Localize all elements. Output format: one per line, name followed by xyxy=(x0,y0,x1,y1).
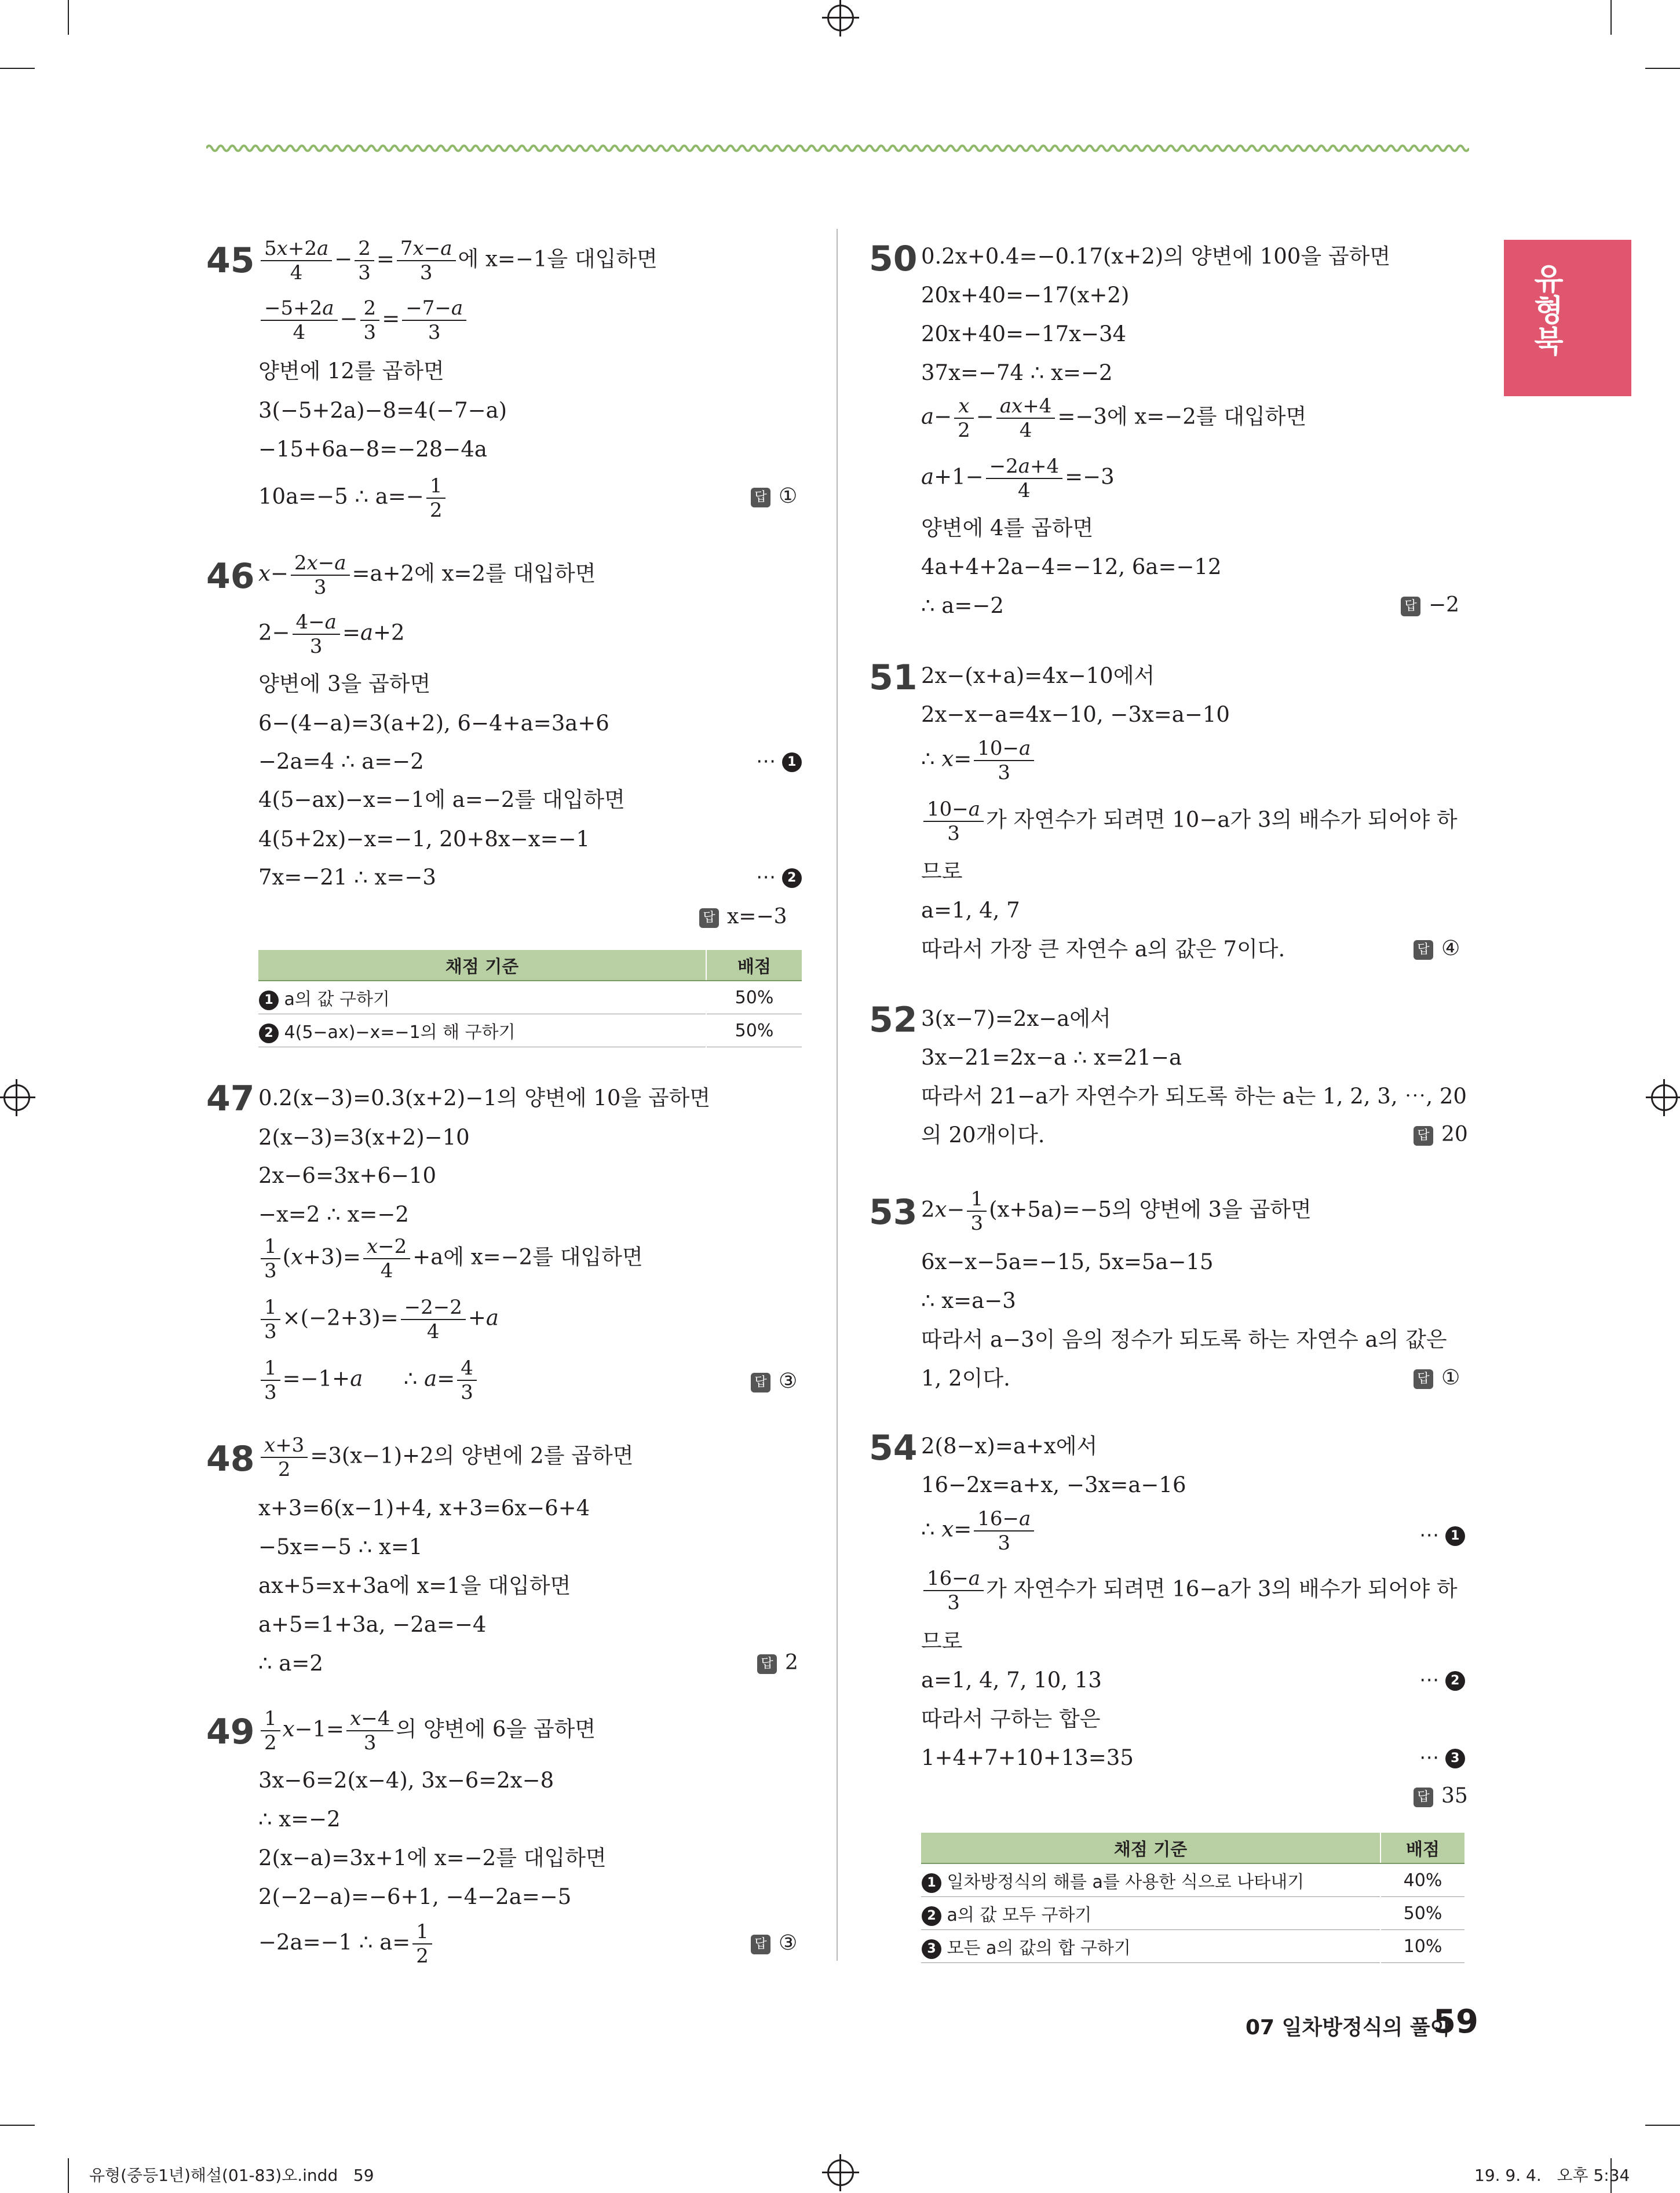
solution-line: −15+6a−8=−28−4a xyxy=(258,437,487,462)
solution-line: 2x−(x+a)=4x−10에서 xyxy=(921,663,1155,688)
solution-line: 0.2(x−3)=0.3(x+2)−1의 양변에 10을 곱하면 xyxy=(258,1085,711,1110)
problem-number: 52 xyxy=(869,1000,918,1040)
problem-number: 50 xyxy=(869,239,918,279)
solution-line: a− $\frac{x}{2}$ − $\frac{ax+4}{4}$ =−3에 x=−2를 대입하면 xyxy=(921,394,1307,442)
solution-line: ∴ x= $\frac{16-a}{3}$ xyxy=(921,1509,1036,1553)
chapter-title: 07 일차방정식의 풀이 xyxy=(1246,2016,1451,2040)
column-divider xyxy=(837,229,838,1961)
problem-number: 49 xyxy=(206,1712,255,1752)
solution-line: ∴ a=2 xyxy=(258,1651,323,1676)
solution-line: 2(8−x)=a+x에서 xyxy=(921,1434,1098,1459)
solution-line: 3x−6=2(x−4), 3x−6=2x−8 xyxy=(258,1768,554,1793)
solution-line: 6x−x−5a=−15, 5x=5a−15 xyxy=(921,1249,1214,1274)
solution-line: 2(x−a)=3x+1에 x=−2를 대입하면 xyxy=(258,1845,607,1870)
crop-mark xyxy=(68,0,69,35)
solution-line: 3x−21=2x−a ∴ x=21−a xyxy=(921,1045,1182,1070)
solution-line: $\frac{1}{3}$ =−1+a ∴ a= $\frac{4}{3}$ xyxy=(258,1358,479,1402)
solution-line: 따라서 a−3이 음의 정수가 되도록 하는 자연수 a의 값은 xyxy=(921,1327,1447,1352)
solution-line: 의 20개이다. xyxy=(921,1123,1045,1147)
solution-line: 양변에 12를 곱하면 xyxy=(258,359,444,383)
problem-number: 51 xyxy=(869,657,918,698)
registration-mark-icon xyxy=(827,2159,854,2186)
solution-line: −x=2 ∴ x=−2 xyxy=(258,1202,409,1227)
solution-line: ∴ x= $\frac{10-a}{3}$ xyxy=(921,739,1036,783)
solution-line: 20x+40=−17(x+2) xyxy=(921,283,1130,308)
answer: 답 35 xyxy=(1414,1784,1468,1808)
grading-table xyxy=(921,1833,1464,1963)
solution-line: 20x+40=−17x−34 xyxy=(921,321,1127,346)
registration-mark-icon xyxy=(1651,1084,1678,1111)
solution-line: ∴ x=−2 xyxy=(258,1807,341,1832)
problem-number: 48 xyxy=(206,1439,255,1479)
solution-line: $\frac{1}{2}$ x−1= $\frac{x-4}{3}$ 의 양변에 6을 곱하면 xyxy=(258,1709,596,1753)
solution-line: 3(−5+2a)−8=4(−7−a) xyxy=(258,398,507,423)
file-slug: 유형(중등1년)해설(01-83)오.indd 59 xyxy=(89,2166,374,2185)
answer: 답 −2 xyxy=(1401,593,1459,617)
solution-line: 3(x−7)=2x−a에서 xyxy=(921,1006,1111,1031)
solution-line: $\frac{-5+2a}{4}$ − $\frac{2}{3}$ = $\frac{-7-a}{3}$ xyxy=(258,298,469,342)
answer: 답 20 xyxy=(1414,1123,1468,1146)
table-row: 2 a의 값 모두 구하기 50% xyxy=(921,1897,1464,1930)
problem-number: 46 xyxy=(206,556,255,597)
side-tab-label: 유형북 xyxy=(1528,263,1563,357)
problem-number: 47 xyxy=(206,1079,255,1119)
answer: 답 ① xyxy=(751,484,797,508)
step-marker: ⋯ 3 xyxy=(1419,1746,1465,1769)
wave-divider xyxy=(206,142,1469,155)
solution-line: $\frac{16-a}{3}$ 가 자연수가 되려면 16−a가 3의 배수가 되어야 하 xyxy=(921,1569,1458,1613)
solution-line: 2x−6=3x+6−10 xyxy=(258,1163,436,1188)
grading-header: 채점 기준 xyxy=(258,950,706,981)
registration-mark-icon xyxy=(3,1084,30,1111)
solution-line: 2x− $\frac{1}{3}$ (x+5a)=−5의 양변에 3을 곱하면 xyxy=(921,1187,1312,1235)
solution-line: 므로 xyxy=(921,859,963,884)
solution-line: 2x−x−a=4x−10, −3x=a−10 xyxy=(921,702,1230,727)
solution-line: 1+4+7+10+13=35 xyxy=(921,1745,1134,1770)
solution-line: −2a=−1 ∴ a= $\frac{1}{2}$ xyxy=(258,1922,434,1966)
solution-line: 2(x−3)=3(x+2)−10 xyxy=(258,1125,470,1150)
answer: 답 2 xyxy=(757,1651,798,1675)
solution-line: 따라서 21−a가 자연수가 되도록 하는 a는 1, 2, 3, ⋯, 20 xyxy=(921,1084,1467,1109)
problem-number: 45 xyxy=(206,240,255,281)
solution-line: 따라서 가장 큰 자연수 a의 값은 7이다. xyxy=(921,937,1285,962)
solution-line: 2(−2−a)=−6+1, −4−2a=−5 xyxy=(258,1884,572,1909)
table-row: 3 모든 a의 값의 합 구하기 10% xyxy=(921,1930,1464,1963)
crop-mark xyxy=(1645,2125,1680,2126)
crop-mark xyxy=(0,68,35,69)
crop-mark xyxy=(0,2125,35,2126)
solution-line: $\frac{5x+2a}{4}$ − $\frac{2}{3}$ = $\frac{7x-a}{3}$ 에 x=−1을 대입하면 xyxy=(258,239,658,283)
answer: 답 ① xyxy=(1414,1366,1460,1390)
answer: 답 x=−3 xyxy=(699,905,787,929)
solution-line: 4a+4+2a−4=−12, 6a=−12 xyxy=(921,554,1222,579)
solution-line: 6−(4−a)=3(a+2), 6−4+a=3a+6 xyxy=(258,711,609,736)
solution-line: $\frac{10-a}{3}$ 가 자연수가 되려면 10−a가 3의 배수가 되어야 하 xyxy=(921,799,1458,843)
solution-line: 2− $\frac{4-a}{3}$ =a+2 xyxy=(258,611,405,658)
solution-line: $\frac{1}{3}$ (x+3)= $\frac{x-2}{4}$ +a에 x=−2를 대입하면 xyxy=(258,1237,643,1281)
answer: 답 ③ xyxy=(751,1369,797,1393)
solution-line: 양변에 3을 곱하면 xyxy=(258,671,431,696)
solution-line: 1, 2이다. xyxy=(921,1366,1010,1391)
solution-line: $\frac{x+3}{2}$ =3(x−1)+2의 양변에 2를 곱하면 xyxy=(258,1435,633,1479)
grading-header: 채점 기준 xyxy=(921,1833,1380,1863)
solution-line: 양변에 4를 곱하면 xyxy=(921,516,1094,540)
solution-line: 16−2x=a+x, −3x=a−16 xyxy=(921,1472,1186,1497)
step-marker: ⋯ 1 xyxy=(756,750,802,773)
step-marker: ⋯ 1 xyxy=(1419,1523,1465,1547)
solution-line: 7x=−21 ∴ x=−3 xyxy=(258,865,436,890)
solution-line: a+5=1+3a, −2a=−4 xyxy=(258,1612,487,1637)
solution-line: 37x=−74 ∴ x=−2 xyxy=(921,360,1113,385)
solution-line: 10a=−5 ∴ a=− $\frac{1}{2}$ xyxy=(258,476,448,520)
answer: 답 ④ xyxy=(1414,937,1460,960)
solution-line: −2a=4 ∴ a=−2 xyxy=(258,749,424,774)
table-row: 1 일차방정식의 해를 a를 사용한 식으로 나타내기 40% xyxy=(921,1863,1464,1897)
solution-line: ax+5=x+3a에 x=1을 대입하면 xyxy=(258,1573,571,1598)
solution-line: ∴ a=−2 xyxy=(921,593,1004,618)
table-row: 1 a의 값 구하기 50% xyxy=(258,981,802,1014)
side-tab xyxy=(1504,240,1631,396)
crop-mark xyxy=(1610,0,1612,35)
solution-line: x− $\frac{2x-a}{3}$ =a+2에 x=2를 대입하면 xyxy=(258,551,596,599)
registration-mark-icon xyxy=(827,5,854,31)
solution-line: −5x=−5 ∴ x=1 xyxy=(258,1534,423,1559)
solution-line: a=1, 4, 7, 10, 13 xyxy=(921,1668,1102,1693)
timestamp: 19. 9. 4. 오후 5:34 xyxy=(1474,2166,1630,2185)
crop-mark xyxy=(68,2158,69,2193)
table-row: 2 4(5−ax)−x=−1의 해 구하기 50% xyxy=(258,1014,802,1047)
step-marker: ⋯ 2 xyxy=(756,865,802,889)
answer: 답 ③ xyxy=(751,1931,797,1955)
solution-line: 4(5+2x)−x=−1, 20+8x−x=−1 xyxy=(258,827,590,851)
solution-line: a=1, 4, 7 xyxy=(921,898,1020,923)
solution-line: a+1− $\frac{-2a+4}{4}$ =−3 xyxy=(921,455,1115,502)
solution-line: ∴ x=a−3 xyxy=(921,1288,1016,1313)
grading-table xyxy=(258,950,802,1047)
page-number: 59 xyxy=(1433,2003,1478,2041)
crop-mark xyxy=(1645,68,1680,69)
solution-line: 따라서 구하는 합은 xyxy=(921,1706,1101,1731)
grading-header: 배점 xyxy=(706,950,802,981)
solution-line: 므로 xyxy=(921,1629,963,1654)
problem-number: 54 xyxy=(869,1428,918,1468)
solution-line: 0.2x+0.4=−0.17(x+2)의 양변에 100을 곱하면 xyxy=(921,244,1391,269)
problem-number: 53 xyxy=(869,1192,918,1233)
solution-line: $\frac{1}{3}$ ×(−2+3)= $\frac{-2-2}{4}$ +a xyxy=(258,1297,499,1342)
grading-header: 배점 xyxy=(1380,1833,1464,1863)
solution-line: x+3=6(x−1)+4, x+3=6x−6+4 xyxy=(258,1496,590,1521)
solution-line: 4(5−ax)−x=−1에 a=−2를 대입하면 xyxy=(258,787,625,812)
step-marker: ⋯ 2 xyxy=(1419,1668,1465,1691)
